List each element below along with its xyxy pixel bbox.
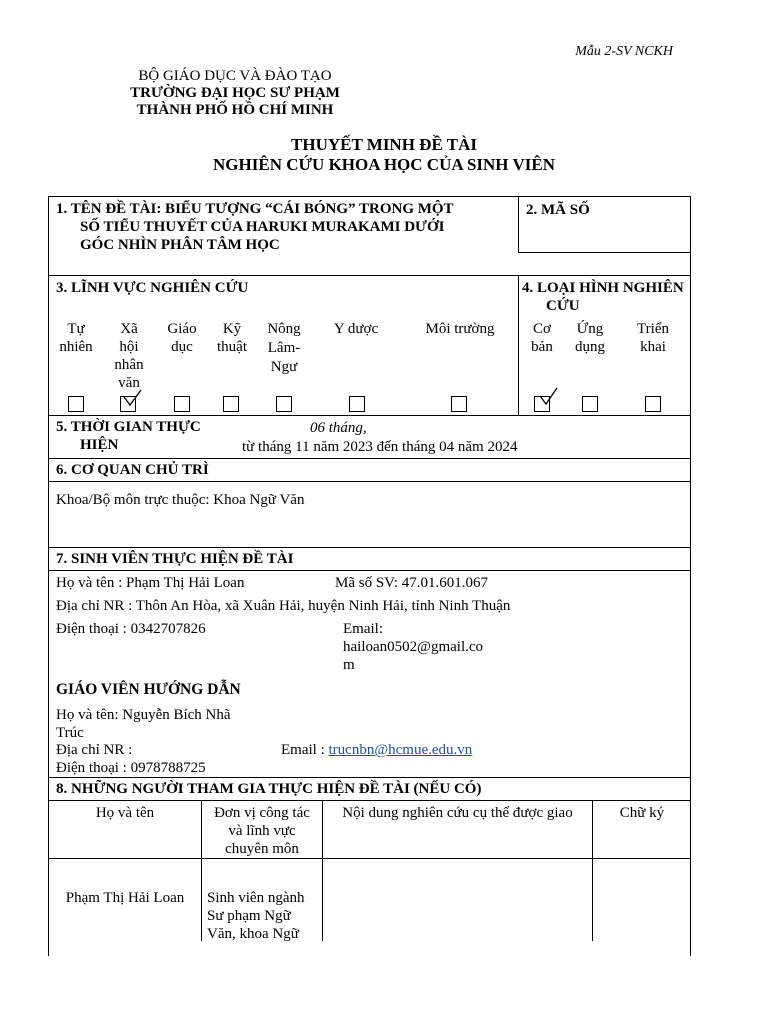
checkbox-type-development[interactable] — [645, 396, 661, 412]
code-label: 2. MÃ SỐ — [526, 202, 590, 218]
checkbox-medicine[interactable] — [349, 396, 365, 412]
participant-name: Phạm Thị Hải Loan — [65, 890, 185, 906]
advisor-heading: GIÁO VIÊN HƯỚNG DẪN — [56, 681, 241, 698]
topic-line1: 1. TÊN ĐỀ TÀI: BIỂU TƯỢNG “CÁI BÓNG” TRONG MỘT — [56, 201, 454, 217]
topic-line2: SỐ TIỂU THUYẾT CỦA HARUKI MURAKAMI DƯỚI — [80, 219, 445, 235]
topic-line3: GÓC NHÌN PHÂN TÂM HỌC — [80, 237, 280, 253]
student-phone: Điện thoại : 0342707826 — [56, 621, 206, 637]
checkbox-type-applied[interactable] — [582, 396, 598, 412]
student-name: Họ và tên : Phạm Thị Hải Loan — [56, 575, 245, 591]
type-basic: Cơ bản — [531, 321, 553, 355]
research-type-label-line1: 4. LOẠI HÌNH NGHIÊN — [522, 280, 684, 296]
field-environment: Môi trường — [425, 321, 495, 337]
university-name-line1: TRƯỜNG ĐẠI HỌC SƯ PHẠM — [130, 85, 340, 101]
duration-label — [56, 418, 201, 454]
form-code: Mẫu 2-SV NCKH — [575, 44, 673, 59]
host-agency-label: 6. CƠ QUAN CHỦ TRÌ — [56, 462, 209, 478]
col-header-signature: Chữ ký — [619, 805, 665, 821]
field-social-humanities: Xã hội nhân văn — [114, 321, 144, 391]
institution-header — [90, 68, 380, 119]
topic-title — [56, 200, 516, 254]
col-header-content: Nội dung nghiên cứu cụ thể được giao — [342, 805, 573, 821]
field-engineering: Kỹ thuật — [217, 321, 247, 355]
student-address: Địa chỉ NR : Thôn An Hòa, xã Xuân Hải, huyện Ninh Hải, tỉnh Ninh Thuận — [56, 598, 511, 614]
participants-label: 8. NHỮNG NGƯỜI THAM GIA THỰC HIỆN ĐỀ TÀI (NẾU CÓ) — [56, 781, 482, 797]
title-line1: THUYẾT MINH ĐỀ TÀI — [291, 135, 477, 154]
checkbox-engineering[interactable] — [223, 396, 239, 412]
duration-months: 06 tháng, — [310, 420, 367, 436]
advisor-address: Địa chỉ NR : — [56, 742, 133, 758]
checkmark-icon — [538, 386, 558, 406]
field-medicine: Y dược — [333, 321, 379, 337]
type-applied: Ứng dụng — [575, 321, 605, 355]
research-type-label-line2: CỨU — [546, 298, 580, 314]
field-agriculture: Nông Lâm- Ngư — [267, 321, 301, 375]
col-header-name: Họ và tên — [95, 805, 155, 821]
advisor-email: Email : trucnbn@hcmue.edu.vn — [281, 742, 473, 758]
student-id: Mã số SV: 47.01.601.067 — [335, 575, 489, 591]
advisor-name: Họ và tên: Nguyễn Bích Nhã Trúc — [56, 707, 231, 741]
duration-label-line1: 5. THỜI GIAN THỰC — [56, 419, 201, 435]
field-education: Giáo dục — [167, 321, 197, 355]
checkbox-education[interactable] — [174, 396, 190, 412]
participant-unit: Sinh viên ngành Sư phạm Ngữ Văn, khoa Ngữ — [207, 890, 305, 942]
document-title — [0, 135, 768, 175]
research-type-label — [522, 279, 684, 315]
advisor-email-link[interactable]: trucnbn@hcmue.edu.vn — [328, 742, 473, 758]
research-field-label: 3. LĨNH VỰC NGHIÊN CỨU — [56, 280, 249, 296]
student-email: Email: hailoan0502@gmail.co m — [343, 621, 484, 673]
student-label: 7. SINH VIÊN THỰC HIỆN ĐỀ TÀI — [56, 551, 294, 567]
title-line2: NGHIÊN CỨU KHOA HỌC CỦA SINH VIÊN — [213, 155, 555, 174]
duration-label-line2: HIỆN — [80, 437, 119, 453]
duration-range: từ tháng 11 năm 2023 đến tháng 04 năm 2024 — [242, 439, 518, 455]
advisor-phone: Điện thoại : 0978788725 — [56, 760, 206, 776]
col-header-unit: Đơn vị công tác và lĩnh vực chuyên môn — [214, 805, 310, 857]
checkbox-environment[interactable] — [451, 396, 467, 412]
ministry-name: BỘ GIÁO DỤC VÀ ĐÀO TẠO — [138, 68, 332, 84]
field-natural-science: Tự nhiên — [59, 321, 93, 355]
faculty-text: Khoa/Bộ môn trực thuộc: Khoa Ngữ Văn — [56, 492, 305, 508]
type-development: Triển khai — [637, 321, 669, 355]
university-name-line2: THÀNH PHỐ HỒ CHÍ MINH — [136, 102, 334, 118]
checkbox-agriculture[interactable] — [276, 396, 292, 412]
checkbox-natural-science[interactable] — [68, 396, 84, 412]
checkmark-icon — [122, 388, 142, 408]
